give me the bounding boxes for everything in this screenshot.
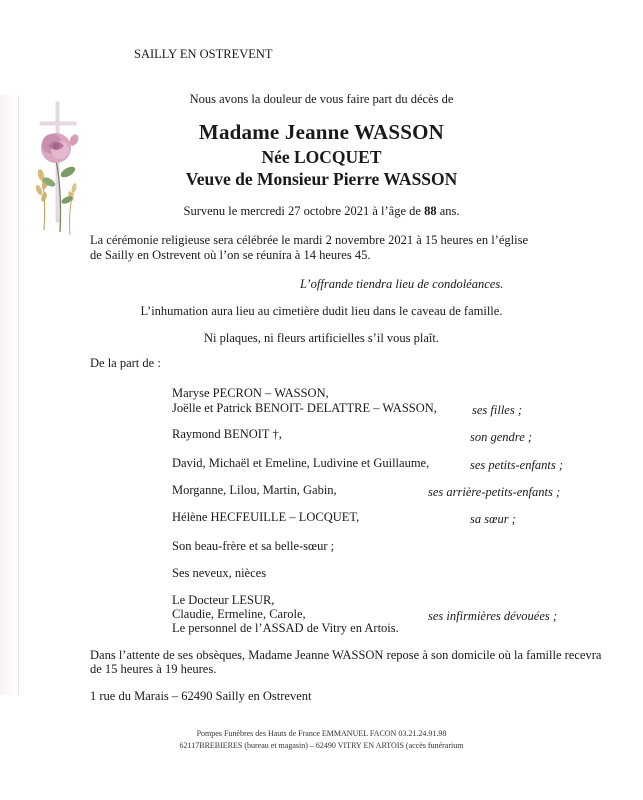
family-relation: sa sœur ;	[470, 512, 516, 526]
death-line-text: Survenu le mercredi 27 octobre 2021 à l’âge de	[183, 204, 425, 218]
home-address: 1 rue du Marais – 62490 Sailly en Ostrevent	[90, 689, 312, 703]
burial-note: L’inhumation aura lieu au cimetière dudit lieu dans le caveau de famille.	[140, 304, 503, 318]
no-flowers-note: Ni plaques, ni fleurs artificielles s’il vous plaît.	[203, 331, 440, 345]
family-relation: ses arrière-petits-enfants ;	[428, 485, 561, 499]
family-line: Claudie, Ermeline, Carole,	[172, 607, 306, 621]
family-relation: son gendre ;	[470, 430, 533, 444]
waiting-line-1: Dans l’attente de ses obsèques, Madame Jeanne WASSON repose à son domicile où la famille recevra	[90, 648, 602, 662]
ceremony-line-2: de Sailly en Ostrevent où l’on se réunira à 14 heures 45.	[90, 248, 371, 262]
family-line: Le Docteur LESUR,	[172, 593, 275, 607]
family-relation: ses petits-enfants ;	[470, 458, 564, 472]
family-line: Hélène HECFEUILLE – LOCQUET,	[172, 510, 360, 524]
header-town: SAILLY EN OSTREVENT	[134, 47, 273, 61]
death-age: 88	[424, 204, 437, 218]
family-line: Morganne, Lilou, Martin, Gabin,	[172, 483, 337, 497]
family-relation: ses filles ;	[472, 403, 522, 417]
deceased-name: Madame Jeanne WASSON	[198, 120, 445, 144]
ceremony-line-1: La cérémonie religieuse sera célébrée le mardi 2 novembre 2021 à 15 heures en l’église	[90, 233, 528, 247]
family-relation: ses infirmières dévouées ;	[428, 609, 558, 623]
family-line: Le personnel de l’ASSAD de Vitry en Artois.	[172, 621, 399, 635]
maiden-name: Née LOCQUET	[261, 147, 382, 167]
family-line: Son beau-frère et sa belle-sœur ;	[172, 539, 335, 553]
family-line: Raymond BENOIT †,	[172, 427, 282, 441]
family-line: Ses neveux, nièces	[172, 566, 267, 580]
death-line-suffix: ans.	[436, 204, 460, 218]
family-line: Maryse PECRON – WASSON,	[172, 386, 329, 400]
from-label: De la part de :	[90, 356, 161, 370]
widow-of: Veuve de Monsieur Pierre WASSON	[185, 169, 458, 189]
footer-line-1: Pompes Funèbres des Hauts de France EMMANUEL FACON 03.21.24.91.98	[196, 729, 447, 738]
waiting-line-2: de 15 heures à 19 heures.	[90, 662, 217, 676]
family-line: Joëlle et Patrick BENOIT- DELATTRE – WASSON,	[172, 401, 437, 415]
footer-line-2: 62117BREBIERES (bureau et magasin) – 62490 VITRY EN ARTOIS (accès funérarium	[179, 741, 464, 750]
intro-text: Nous avons la douleur de vous faire part du décès de	[189, 92, 454, 106]
family-line: David, Michaël et Emeline, Ludivine et Guillaume,	[172, 456, 430, 470]
offering-note: L’offrande tiendra lieu de condoléances.	[300, 277, 504, 291]
death-line	[0, 204, 643, 219]
